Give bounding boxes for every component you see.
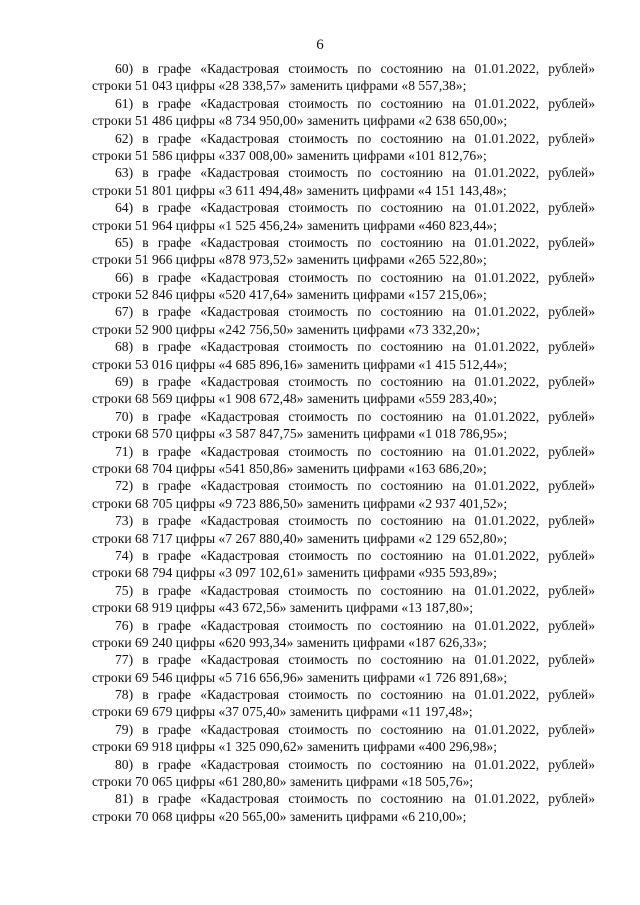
clause-replacement-line: строки 68 570 цифры «3 587 847,75» заменить цифрами «1 018 786,95»; — [92, 426, 508, 442]
amendment-clause — [92, 199, 595, 234]
clause-replacement-line: строки 51 043 цифры «28 338,57» заменить цифрами «8 557,38»; — [92, 78, 467, 94]
clause-heading-line: 76) в графе «Кадастровая стоимость по состоянию на 01.01.2022, рублей» — [115, 617, 595, 633]
clause-replacement-line: строки 68 705 цифры «9 723 886,50» заменить цифрами «2 937 401,52»; — [92, 495, 508, 511]
clause-heading-line: 77) в графе «Кадастровая стоимость по состоянию на 01.01.2022, рублей» — [115, 652, 595, 668]
clause-replacement-line: строки 51 966 цифры «878 973,52» заменить цифрами «265 522,80»; — [92, 252, 487, 268]
clause-heading-line: 68) в графе «Кадастровая стоимость по состоянию на 01.01.2022, рублей» — [115, 339, 595, 355]
clause-heading-line: 63) в графе «Кадастровая стоимость по состоянию на 01.01.2022, рублей» — [115, 165, 595, 181]
clause-heading-line: 69) в графе «Кадастровая стоимость по состоянию на 01.01.2022, рублей» — [115, 374, 595, 390]
clause-replacement-line: строки 51 801 цифры «3 611 494,48» заменить цифрами «4 151 143,48»; — [92, 182, 507, 198]
clause-heading-line: 70) в графе «Кадастровая стоимость по состоянию на 01.01.2022, рублей» — [115, 408, 595, 424]
clause-heading-line: 72) в графе «Кадастровая стоимость по состоянию на 01.01.2022, рублей» — [115, 478, 595, 494]
amendment-clause — [92, 547, 595, 582]
clause-heading-line: 62) в графе «Кадастровая стоимость по состоянию на 01.01.2022, рублей» — [115, 130, 595, 146]
amendment-clause — [92, 408, 595, 443]
amendment-clause — [92, 756, 595, 791]
clause-replacement-line: строки 53 016 цифры «4 685 896,16» заменить цифрами «1 415 512,44»; — [92, 356, 508, 372]
clause-replacement-line: строки 52 900 цифры «242 756,50» заменить цифрами «73 332,20»; — [92, 321, 480, 337]
clause-replacement-line: строки 51 964 цифры «1 525 456,24» заменить цифрами «460 823,44»; — [92, 217, 497, 233]
clause-heading-line: 75) в графе «Кадастровая стоимость по состоянию на 01.01.2022, рублей» — [115, 582, 595, 598]
clause-heading-line: 60) в графе «Кадастровая стоимость по состоянию на 01.01.2022, рублей» — [115, 61, 595, 76]
clause-replacement-line: строки 69 918 цифры «1 325 090,62» заменить цифрами «400 296,98»; — [92, 739, 497, 755]
amendment-clause — [92, 95, 595, 130]
amendment-clause — [92, 512, 595, 547]
amendment-clause — [92, 582, 595, 617]
clause-replacement-line: строки 70 065 цифры «61 280,80» заменить цифрами «18 505,76»; — [92, 774, 474, 790]
clause-heading-line: 78) в графе «Кадастровая стоимость по состоянию на 01.01.2022, рублей» — [115, 687, 595, 703]
amendment-clause — [92, 617, 595, 652]
clause-replacement-line: строки 68 704 цифры «541 850,86» заменить цифрами «163 686,20»; — [92, 460, 487, 476]
clause-replacement-line: строки 68 919 цифры «43 672,56» заменить цифрами «13 187,80»; — [92, 600, 474, 616]
clause-heading-line: 80) в графе «Кадастровая стоимость по состоянию на 01.01.2022, рублей» — [115, 756, 595, 772]
clause-replacement-line: строки 69 546 цифры «5 716 656,96» заменить цифрами «1 726 891,68»; — [92, 669, 508, 685]
amendment-clause — [92, 651, 595, 686]
amendment-clause — [92, 373, 595, 408]
clause-heading-line: 67) в графе «Кадастровая стоимость по состоянию на 01.01.2022, рублей» — [115, 304, 595, 320]
clause-heading-line: 61) в графе «Кадастровая стоимость по состоянию на 01.01.2022, рублей» — [115, 95, 595, 111]
clause-replacement-line: строки 69 679 цифры «37 075,40» заменить цифрами «11 197,48»; — [92, 704, 473, 720]
amendment-clause — [92, 338, 595, 373]
amendment-clause — [92, 303, 595, 338]
amendment-clause — [92, 443, 595, 478]
amendment-clause — [92, 234, 595, 269]
clause-replacement-line: строки 68 717 цифры «7 267 880,40» заменить цифрами «2 129 652,80»; — [92, 530, 508, 546]
clause-replacement-line: строки 69 240 цифры «620 993,34» заменить цифрами «187 626,33»; — [92, 634, 487, 650]
amendment-clause — [92, 686, 595, 721]
clause-heading-line: 73) в графе «Кадастровая стоимость по состоянию на 01.01.2022, рублей» — [115, 513, 595, 529]
clause-replacement-line: строки 51 486 цифры «8 734 950,00» заменить цифрами «2 638 650,00»; — [92, 113, 508, 129]
clause-heading-line: 66) в графе «Кадастровая стоимость по состоянию на 01.01.2022, рублей» — [115, 269, 595, 285]
clause-replacement-line: строки 70 068 цифры «20 565,00» заменить цифрами «6 210,00»; — [92, 808, 467, 824]
clause-replacement-line: строки 52 846 цифры «520 417,64» заменить цифрами «157 215,06»; — [92, 287, 487, 303]
clause-replacement-line: строки 68 794 цифры «3 097 102,61» заменить цифрами «935 593,89»; — [92, 565, 497, 581]
page-number: 6 — [316, 37, 324, 53]
clause-heading-line: 74) в графе «Кадастровая стоимость по состоянию на 01.01.2022, рублей» — [115, 547, 595, 563]
amendment-clause — [92, 60, 595, 95]
clause-heading-line: 79) в графе «Кадастровая стоимость по состоянию на 01.01.2022, рублей» — [115, 721, 595, 737]
clause-replacement-line: строки 68 569 цифры «1 908 672,48» заменить цифрами «559 283,40»; — [92, 391, 497, 407]
amendment-clause — [92, 790, 595, 825]
amendment-clause — [92, 269, 595, 304]
amendment-clause — [92, 477, 595, 512]
amendment-clause — [92, 721, 595, 756]
clause-heading-line: 71) в графе «Кадастровая стоимость по состоянию на 01.01.2022, рублей» — [115, 443, 595, 459]
amendment-clause — [92, 164, 595, 199]
clause-heading-line: 65) в графе «Кадастровая стоимость по состоянию на 01.01.2022, рублей» — [115, 234, 595, 250]
document-body — [92, 60, 595, 825]
clause-heading-line: 64) в графе «Кадастровая стоимость по состоянию на 01.01.2022, рублей» — [115, 200, 595, 216]
amendment-clause — [92, 130, 595, 165]
clause-replacement-line: строки 51 586 цифры «337 008,00» заменить цифрами «101 812,76»; — [92, 147, 487, 163]
clause-heading-line: 81) в графе «Кадастровая стоимость по состоянию на 01.01.2022, рублей» — [115, 791, 595, 807]
